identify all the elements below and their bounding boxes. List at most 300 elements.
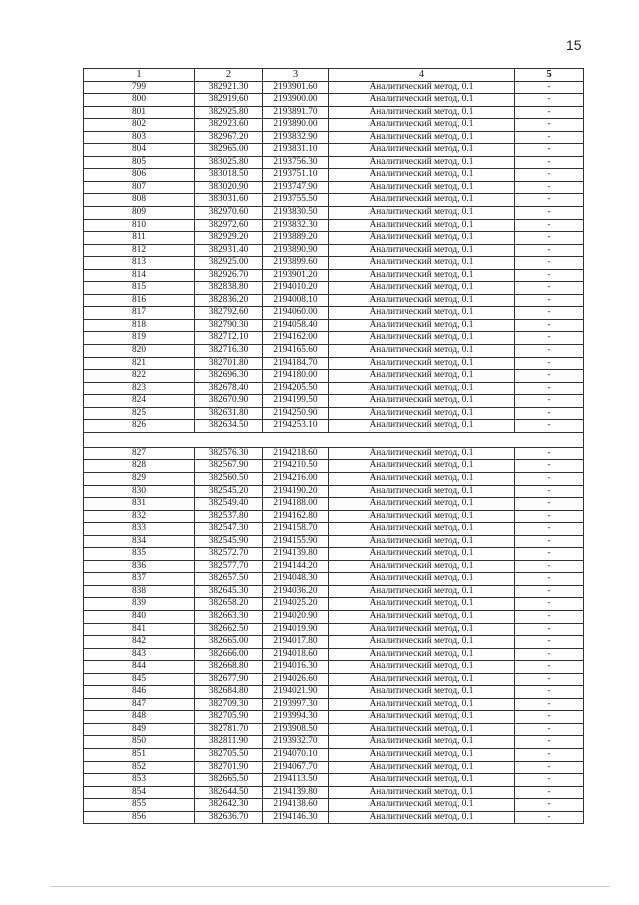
- table-row: [84, 269, 584, 282]
- coordinate-x: 382919.60: [195, 94, 263, 107]
- coordinate-x: 382668.80: [195, 661, 263, 674]
- note-cell: -: [515, 799, 584, 812]
- contour-separator: [84, 432, 584, 447]
- coordinate-y: 2193901.20: [263, 269, 329, 282]
- coordinate-x: 382709.30: [195, 698, 263, 711]
- point-number: 808: [84, 194, 195, 207]
- point-number: 826: [84, 420, 195, 433]
- note-cell: -: [515, 332, 584, 345]
- table-row: [84, 498, 584, 511]
- method-accuracy: Аналитический метод, 0.1: [329, 144, 515, 157]
- point-number: 830: [84, 485, 195, 498]
- point-number: 838: [84, 585, 195, 598]
- coordinate-y: 2194216.00: [263, 472, 329, 485]
- note-cell: -: [515, 232, 584, 245]
- coordinate-y: 2194180.00: [263, 370, 329, 383]
- point-number: 819: [84, 332, 195, 345]
- note-cell: -: [515, 661, 584, 674]
- table-row: [84, 472, 584, 485]
- coordinate-x: 382970.60: [195, 207, 263, 220]
- point-number: 821: [84, 357, 195, 370]
- method-accuracy: Аналитический метод, 0.1: [329, 257, 515, 270]
- point-number: 856: [84, 811, 195, 824]
- note-cell: -: [515, 736, 584, 749]
- point-number: 855: [84, 799, 195, 812]
- coordinate-x: 382636.70: [195, 811, 263, 824]
- coordinate-y: 2193899.60: [263, 257, 329, 270]
- point-number: 803: [84, 131, 195, 144]
- coordinate-x: 382965.00: [195, 144, 263, 157]
- table-row: [84, 307, 584, 320]
- note-cell: -: [515, 257, 584, 270]
- method-accuracy: Аналитический метод, 0.1: [329, 382, 515, 395]
- coordinate-x: 382658.20: [195, 598, 263, 611]
- method-accuracy: Аналитический метод, 0.1: [329, 395, 515, 408]
- header-col-2: 2: [195, 69, 263, 82]
- method-accuracy: Аналитический метод, 0.1: [329, 636, 515, 649]
- coordinate-y: 2194218.60: [263, 447, 329, 460]
- method-accuracy: Аналитический метод, 0.1: [329, 181, 515, 194]
- note-cell: -: [515, 548, 584, 561]
- table-row: [84, 661, 584, 674]
- coordinate-x: 382925.00: [195, 257, 263, 270]
- table-row: [84, 723, 584, 736]
- coordinate-y: 2194017.80: [263, 636, 329, 649]
- point-number: 807: [84, 181, 195, 194]
- note-cell: -: [515, 686, 584, 699]
- method-accuracy: Аналитический метод, 0.1: [329, 81, 515, 94]
- note-cell: -: [515, 748, 584, 761]
- coordinate-x: 383025.80: [195, 156, 263, 169]
- table-row: [84, 131, 584, 144]
- coordinate-y: 2194020.90: [263, 610, 329, 623]
- coordinate-y: 2194205.50: [263, 382, 329, 395]
- method-accuracy: Аналитический метод, 0.1: [329, 207, 515, 220]
- coordinate-x: 382925.80: [195, 106, 263, 119]
- table-row: [84, 811, 584, 824]
- note-cell: -: [515, 194, 584, 207]
- coordinate-x: 382560.50: [195, 472, 263, 485]
- table-row: [84, 698, 584, 711]
- method-accuracy: Аналитический метод, 0.1: [329, 560, 515, 573]
- method-accuracy: Аналитический метод, 0.1: [329, 799, 515, 812]
- coordinate-y: 2193830.50: [263, 207, 329, 220]
- point-number: 815: [84, 282, 195, 295]
- coordinate-x: 382634.50: [195, 420, 263, 433]
- note-cell: -: [515, 156, 584, 169]
- coordinate-y: 2194016.30: [263, 661, 329, 674]
- method-accuracy: Аналитический метод, 0.1: [329, 523, 515, 536]
- note-cell: -: [515, 673, 584, 686]
- point-number: 802: [84, 119, 195, 132]
- coordinate-y: 2193997.30: [263, 698, 329, 711]
- table-row: [84, 420, 584, 433]
- table-row: [84, 194, 584, 207]
- coordinate-y: 2193890.90: [263, 244, 329, 257]
- method-accuracy: Аналитический метод, 0.1: [329, 548, 515, 561]
- contour-separator-row: [84, 432, 584, 447]
- table-row: [84, 257, 584, 270]
- note-cell: -: [515, 307, 584, 320]
- note-cell: -: [515, 282, 584, 295]
- method-accuracy: Аналитический метод, 0.1: [329, 698, 515, 711]
- coordinate-x: 382642.30: [195, 799, 263, 812]
- coordinate-x: 382549.40: [195, 498, 263, 511]
- note-cell: -: [515, 395, 584, 408]
- header-col-1: 1: [84, 69, 195, 82]
- method-accuracy: Аналитический метод, 0.1: [329, 460, 515, 473]
- header-col-3: 3: [263, 69, 329, 82]
- note-cell: -: [515, 623, 584, 636]
- table-row: [84, 407, 584, 420]
- note-cell: -: [515, 144, 584, 157]
- method-accuracy: Аналитический метод, 0.1: [329, 748, 515, 761]
- point-number: 816: [84, 294, 195, 307]
- coordinate-y: 2194190.20: [263, 485, 329, 498]
- method-accuracy: Аналитический метод, 0.1: [329, 711, 515, 724]
- note-cell: -: [515, 510, 584, 523]
- coordinate-y: 2194146.30: [263, 811, 329, 824]
- point-number: 839: [84, 598, 195, 611]
- note-cell: -: [515, 698, 584, 711]
- note-cell: -: [515, 181, 584, 194]
- point-number: 853: [84, 774, 195, 787]
- coordinate-y: 2194188.00: [263, 498, 329, 511]
- point-number: 801: [84, 106, 195, 119]
- coordinate-x: 382663.30: [195, 610, 263, 623]
- method-accuracy: Аналитический метод, 0.1: [329, 723, 515, 736]
- coordinate-y: 2194250.90: [263, 407, 329, 420]
- coordinate-y: 2193932.70: [263, 736, 329, 749]
- coordinate-y: 2194158.70: [263, 523, 329, 536]
- method-accuracy: Аналитический метод, 0.1: [329, 736, 515, 749]
- coordinate-x: 382657.50: [195, 573, 263, 586]
- point-number: 835: [84, 548, 195, 561]
- coordinate-y: 2194008.10: [263, 294, 329, 307]
- coordinate-y: 2194058.40: [263, 319, 329, 332]
- note-cell: -: [515, 610, 584, 623]
- coordinate-x: 382567.90: [195, 460, 263, 473]
- note-cell: -: [515, 319, 584, 332]
- point-number: 834: [84, 535, 195, 548]
- point-number: 842: [84, 636, 195, 649]
- table-row: [84, 610, 584, 623]
- coordinate-x: 382701.80: [195, 357, 263, 370]
- note-cell: -: [515, 357, 584, 370]
- note-cell: -: [515, 774, 584, 787]
- point-number: 852: [84, 761, 195, 774]
- coordinate-y: 2193994.30: [263, 711, 329, 724]
- coordinate-x: 383031.60: [195, 194, 263, 207]
- coordinate-x: 382677.90: [195, 673, 263, 686]
- point-number: 809: [84, 207, 195, 220]
- point-number: 827: [84, 447, 195, 460]
- table-row: [84, 686, 584, 699]
- footer-divider: [50, 886, 610, 887]
- coordinate-y: 2193831.10: [263, 144, 329, 157]
- method-accuracy: Аналитический метод, 0.1: [329, 345, 515, 358]
- point-number: 799: [84, 81, 195, 94]
- point-number: 843: [84, 648, 195, 661]
- point-number: 848: [84, 711, 195, 724]
- coordinate-y: 2194253.10: [263, 420, 329, 433]
- note-cell: -: [515, 761, 584, 774]
- point-number: 844: [84, 661, 195, 674]
- table-row: [84, 548, 584, 561]
- coordinate-y: 2194019.90: [263, 623, 329, 636]
- table-row: [84, 573, 584, 586]
- table-row: [84, 207, 584, 220]
- table-body: [84, 81, 584, 824]
- table-row: [84, 623, 584, 636]
- table-row: [84, 761, 584, 774]
- method-accuracy: Аналитический метод, 0.1: [329, 686, 515, 699]
- note-cell: -: [515, 420, 584, 433]
- point-number: 854: [84, 786, 195, 799]
- note-cell: -: [515, 723, 584, 736]
- method-accuracy: Аналитический метод, 0.1: [329, 332, 515, 345]
- method-accuracy: Аналитический метод, 0.1: [329, 282, 515, 295]
- note-cell: -: [515, 207, 584, 220]
- table-row: [84, 799, 584, 812]
- method-accuracy: Аналитический метод, 0.1: [329, 119, 515, 132]
- coordinate-y: 2193832.90: [263, 131, 329, 144]
- note-cell: -: [515, 81, 584, 94]
- method-accuracy: Аналитический метод, 0.1: [329, 774, 515, 787]
- table-row: [84, 523, 584, 536]
- table-row: [84, 169, 584, 182]
- coordinate-y: 2193889.20: [263, 232, 329, 245]
- point-number: 818: [84, 319, 195, 332]
- table-row: [84, 219, 584, 232]
- coordinate-x: 382666.00: [195, 648, 263, 661]
- note-cell: -: [515, 169, 584, 182]
- table-row: [84, 447, 584, 460]
- table-row: [84, 319, 584, 332]
- table-row: [84, 673, 584, 686]
- coordinate-x: 382923.60: [195, 119, 263, 132]
- table-row: [84, 485, 584, 498]
- coordinate-x: 382545.90: [195, 535, 263, 548]
- method-accuracy: Аналитический метод, 0.1: [329, 407, 515, 420]
- note-cell: -: [515, 460, 584, 473]
- note-cell: -: [515, 407, 584, 420]
- method-accuracy: Аналитический метод, 0.1: [329, 319, 515, 332]
- point-number: 837: [84, 573, 195, 586]
- method-accuracy: Аналитический метод, 0.1: [329, 420, 515, 433]
- point-number: 805: [84, 156, 195, 169]
- coordinate-x: 382696.30: [195, 370, 263, 383]
- coordinate-x: 382972.60: [195, 219, 263, 232]
- method-accuracy: Аналитический метод, 0.1: [329, 811, 515, 824]
- coordinate-y: 2194010.20: [263, 282, 329, 295]
- table-row: [84, 510, 584, 523]
- point-number: 846: [84, 686, 195, 699]
- table-row: [84, 357, 584, 370]
- point-number: 817: [84, 307, 195, 320]
- coordinate-y: 2194113.50: [263, 774, 329, 787]
- table-row: [84, 648, 584, 661]
- point-number: 824: [84, 395, 195, 408]
- coordinate-y: 2194155.90: [263, 535, 329, 548]
- table-row: [84, 94, 584, 107]
- table-header: [84, 69, 584, 82]
- note-cell: -: [515, 711, 584, 724]
- coordinate-x: 382838.80: [195, 282, 263, 295]
- note-cell: -: [515, 269, 584, 282]
- coordinate-x: 382670.90: [195, 395, 263, 408]
- coordinate-y: 2193890.00: [263, 119, 329, 132]
- coordinate-y: 2194060.00: [263, 307, 329, 320]
- coordinate-x: 382631.80: [195, 407, 263, 420]
- coordinate-y: 2194048.30: [263, 573, 329, 586]
- table-row: [84, 560, 584, 573]
- coordinate-x: 382705.90: [195, 711, 263, 724]
- point-number: 840: [84, 610, 195, 623]
- coordinate-x: 382645.30: [195, 585, 263, 598]
- method-accuracy: Аналитический метод, 0.1: [329, 106, 515, 119]
- coordinate-x: 382705.50: [195, 748, 263, 761]
- point-number: 833: [84, 523, 195, 536]
- coordinate-y: 2194144.20: [263, 560, 329, 573]
- note-cell: -: [515, 472, 584, 485]
- method-accuracy: Аналитический метод, 0.1: [329, 661, 515, 674]
- table-row: [84, 786, 584, 799]
- coordinate-x: 382665.00: [195, 636, 263, 649]
- note-cell: -: [515, 106, 584, 119]
- note-cell: -: [515, 485, 584, 498]
- method-accuracy: Аналитический метод, 0.1: [329, 294, 515, 307]
- method-accuracy: Аналитический метод, 0.1: [329, 786, 515, 799]
- coordinate-x: 382678.40: [195, 382, 263, 395]
- coordinate-x: 382662.50: [195, 623, 263, 636]
- coordinate-y: 2194025.20: [263, 598, 329, 611]
- point-number: 820: [84, 345, 195, 358]
- table-row: [84, 598, 584, 611]
- method-accuracy: Аналитический метод, 0.1: [329, 357, 515, 370]
- method-accuracy: Аналитический метод, 0.1: [329, 573, 515, 586]
- point-number: 800: [84, 94, 195, 107]
- point-number: 813: [84, 257, 195, 270]
- method-accuracy: Аналитический метод, 0.1: [329, 472, 515, 485]
- point-number: 814: [84, 269, 195, 282]
- method-accuracy: Аналитический метод, 0.1: [329, 232, 515, 245]
- note-cell: -: [515, 585, 584, 598]
- coordinate-x: 382665.50: [195, 774, 263, 787]
- table-row: [84, 144, 584, 157]
- point-number: 832: [84, 510, 195, 523]
- method-accuracy: Аналитический метод, 0.1: [329, 131, 515, 144]
- coordinate-x: 382811.90: [195, 736, 263, 749]
- coordinate-y: 2194026.60: [263, 673, 329, 686]
- coordinate-y: 2193832.30: [263, 219, 329, 232]
- method-accuracy: Аналитический метод, 0.1: [329, 623, 515, 636]
- coordinate-x: 382792.60: [195, 307, 263, 320]
- table-row: [84, 282, 584, 295]
- note-cell: -: [515, 786, 584, 799]
- table-row: [84, 585, 584, 598]
- point-number: 831: [84, 498, 195, 511]
- point-number: 806: [84, 169, 195, 182]
- method-accuracy: Аналитический метод, 0.1: [329, 610, 515, 623]
- coordinate-x: 382644.50: [195, 786, 263, 799]
- header-row: [84, 69, 584, 82]
- method-accuracy: Аналитический метод, 0.1: [329, 761, 515, 774]
- point-number: 812: [84, 244, 195, 257]
- method-accuracy: Аналитический метод, 0.1: [329, 510, 515, 523]
- coordinate-x: 382790.30: [195, 319, 263, 332]
- coordinate-x: 382577.70: [195, 560, 263, 573]
- coordinate-y: 2194070.10: [263, 748, 329, 761]
- point-number: 810: [84, 219, 195, 232]
- table-row: [84, 181, 584, 194]
- coordinate-y: 2193755.50: [263, 194, 329, 207]
- method-accuracy: Аналитический метод, 0.1: [329, 156, 515, 169]
- note-cell: -: [515, 294, 584, 307]
- coordinate-y: 2194184.70: [263, 357, 329, 370]
- table-row: [84, 535, 584, 548]
- table-row: [84, 232, 584, 245]
- coordinate-y: 2193751.10: [263, 169, 329, 182]
- note-cell: -: [515, 370, 584, 383]
- method-accuracy: Аналитический метод, 0.1: [329, 370, 515, 383]
- note-cell: -: [515, 382, 584, 395]
- point-number: 829: [84, 472, 195, 485]
- coordinate-x: 382572.70: [195, 548, 263, 561]
- coordinate-y: 2194139.80: [263, 786, 329, 799]
- note-cell: -: [515, 131, 584, 144]
- note-cell: -: [515, 523, 584, 536]
- table-row: [84, 711, 584, 724]
- method-accuracy: Аналитический метод, 0.1: [329, 485, 515, 498]
- table-row: [84, 106, 584, 119]
- coordinate-y: 2194162.80: [263, 510, 329, 523]
- coordinate-y: 2194210.50: [263, 460, 329, 473]
- note-cell: -: [515, 636, 584, 649]
- coordinate-y: 2194018.60: [263, 648, 329, 661]
- coordinate-x: 383020.90: [195, 181, 263, 194]
- method-accuracy: Аналитический метод, 0.1: [329, 498, 515, 511]
- coordinate-y: 2193891.70: [263, 106, 329, 119]
- note-cell: -: [515, 244, 584, 257]
- method-accuracy: Аналитический метод, 0.1: [329, 269, 515, 282]
- note-cell: -: [515, 560, 584, 573]
- point-number: 850: [84, 736, 195, 749]
- coordinate-y: 2194021.90: [263, 686, 329, 699]
- coordinate-x: 382701.90: [195, 761, 263, 774]
- point-number: 836: [84, 560, 195, 573]
- coordinate-y: 2194138.60: [263, 799, 329, 812]
- table-row: [84, 244, 584, 257]
- note-cell: -: [515, 535, 584, 548]
- coordinate-y: 2194199.50: [263, 395, 329, 408]
- coordinate-y: 2194162.00: [263, 332, 329, 345]
- coordinate-y: 2193900.00: [263, 94, 329, 107]
- point-number: 849: [84, 723, 195, 736]
- coordinate-x: 382931.40: [195, 244, 263, 257]
- coordinate-x: 382576.30: [195, 447, 263, 460]
- note-cell: -: [515, 811, 584, 824]
- method-accuracy: Аналитический метод, 0.1: [329, 94, 515, 107]
- point-number: 825: [84, 407, 195, 420]
- point-number: 841: [84, 623, 195, 636]
- note-cell: -: [515, 345, 584, 358]
- method-accuracy: Аналитический метод, 0.1: [329, 535, 515, 548]
- note-cell: -: [515, 498, 584, 511]
- coordinate-x: 382684.80: [195, 686, 263, 699]
- table-row: [84, 460, 584, 473]
- coordinate-x: 382537.80: [195, 510, 263, 523]
